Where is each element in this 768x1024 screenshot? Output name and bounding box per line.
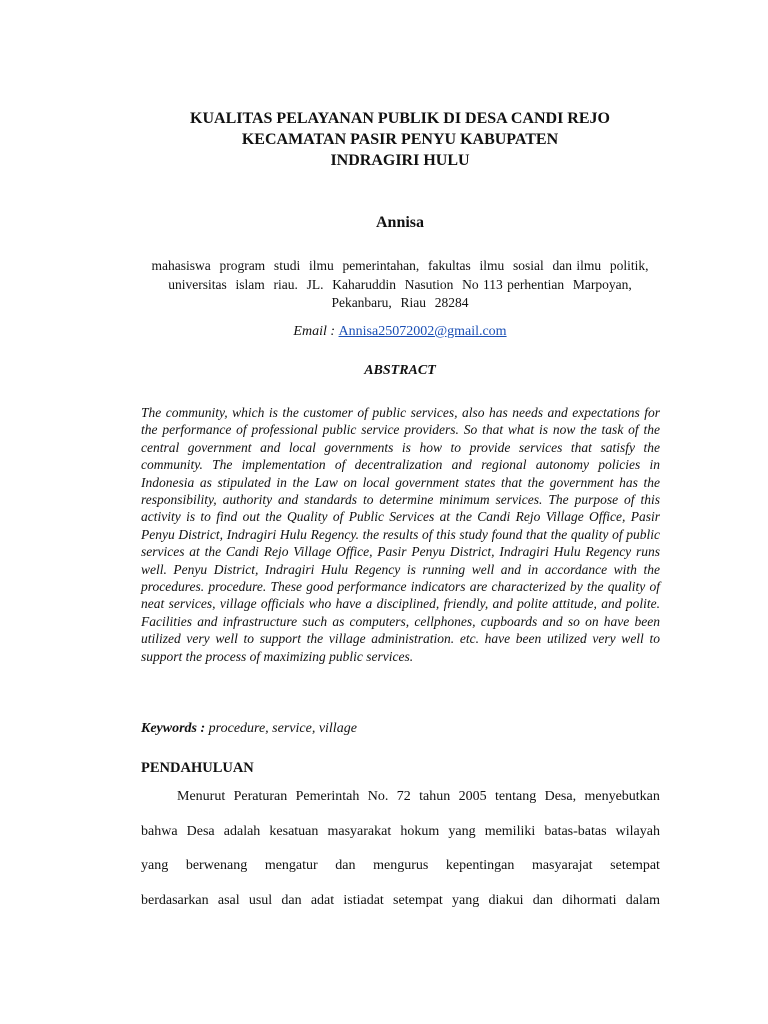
- body-word: wilayah: [615, 823, 660, 839]
- email-label: Email :: [293, 324, 339, 339]
- body-word: dan: [281, 892, 302, 908]
- body-word: yang: [448, 823, 476, 839]
- affiliation-line: mahasiswa program studi ilmu pemerintahan, fakultas ilmu sosial dan ilmu politik,: [151, 258, 649, 273]
- email-link[interactable]: Annisa25072002@gmail.com: [338, 324, 507, 339]
- body-word: Desa: [186, 823, 215, 839]
- body-word: memiliki: [484, 823, 536, 839]
- title-line: KUALITAS PELAYANAN PUBLIK DI DESA CANDI REJO: [190, 110, 610, 127]
- body-word: Peraturan: [233, 789, 288, 804]
- section-heading-pendahuluan: PENDAHULUAN: [141, 760, 254, 776]
- body-word: masyarakat: [327, 823, 392, 839]
- affiliation-line: Pekanbaru, Riau 28284: [331, 295, 469, 310]
- body-line-text: [141, 856, 660, 876]
- body-word: No.: [367, 789, 389, 804]
- body-word: Menurut: [177, 789, 226, 804]
- body-word: menyebutkan: [584, 789, 660, 804]
- body-line: [141, 787, 660, 822]
- abstract-heading: ABSTRACT: [364, 363, 436, 378]
- title-line: INDRAGIRI HULU: [330, 152, 470, 169]
- body-word: mengurus: [373, 858, 429, 874]
- abstract-text: The community, which is the customer of public services, also has needs and expectations for the performance of professional public service providers. So that what is now the task of the central government and local governments is how to provide services that satisfy the community. The implementation of decentralization and regional autonomy policies in Indonesia as stipulated in the Law on local government states that the government has the responsibility, authority and standards to determine minimum services. The purpose of this activity is to find out the Quality of Public Services at the Candi Rejo Village Office, Pasir Penyu District, Indragiri Hulu Regency. the results of this study found that the quality of public services at the Candi Rejo Village Office, Pasir Penyu District, Indragiri Hulu Regency runs well. Penyu District, Indragiri Hulu Regency is running well and in accordance with the procedures. procedure. These good performance indicators are characterized by the quality of neat services, village officials who have a disciplined, friendly, and polite attitude, and polite. Facilities and infrastructure such as computers, cellphones, cupboards and so on have been utilized very well to support the village administration. etc. have been utilized very well to support the process of maximizing public services.: [141, 405, 660, 664]
- body-word: kepentingan: [445, 858, 515, 874]
- body-word: 2005: [458, 789, 487, 804]
- body-word: setempat: [393, 892, 443, 908]
- body-word: dihormati: [562, 892, 617, 908]
- body-word: masyarajat: [531, 858, 593, 874]
- body-word: dan: [532, 892, 553, 908]
- body-word: berwenang: [185, 858, 248, 874]
- body-word: usul: [248, 892, 273, 908]
- body-line: [141, 856, 660, 891]
- author-affiliation: [140, 257, 660, 313]
- email-line: [100, 324, 700, 340]
- body-word: Desa,: [544, 789, 577, 804]
- keywords-label: Keywords :: [141, 721, 209, 736]
- body-line-text: [141, 891, 660, 911]
- body-word: diakui: [488, 892, 524, 908]
- keywords-values: procedure, service, village: [208, 721, 357, 736]
- body-word: hokum: [400, 823, 440, 839]
- body-word: dalam: [625, 892, 660, 908]
- paper-title: [100, 108, 700, 171]
- body-word: kesatuan: [269, 823, 319, 839]
- body-line: [141, 891, 660, 926]
- body-word: istiadat: [343, 892, 384, 908]
- body-word: berdasarkan: [141, 892, 209, 908]
- body-word: yang: [141, 858, 169, 874]
- affiliation-line: universitas islam riau. JL. Kaharuddin Nasution No 113 perhentian Marpoyan,: [168, 276, 632, 292]
- body-word: setempat: [610, 858, 660, 874]
- body-word: adat: [310, 892, 335, 908]
- body-word: dan: [335, 858, 356, 874]
- body-word: batas-batas: [544, 823, 607, 839]
- body-paragraph: [141, 787, 660, 925]
- body-word: tahun: [419, 789, 451, 804]
- body-word: asal: [217, 892, 240, 908]
- author-name: Annisa: [375, 214, 425, 231]
- body-line-text: [141, 822, 660, 842]
- body-word: 72: [396, 789, 411, 804]
- body-word: Pemerintah: [295, 789, 360, 804]
- body-word: adalah: [223, 823, 261, 839]
- body-word: yang: [452, 892, 480, 908]
- body-word: mengatur: [264, 858, 318, 874]
- title-line: KECAMATAN PASIR PENYU KABUPATEN: [241, 131, 559, 148]
- body-line: [141, 822, 660, 857]
- body-word: bahwa: [141, 823, 178, 839]
- keywords-line: [141, 721, 660, 737]
- body-line-text: [177, 787, 660, 807]
- body-word: tentang: [495, 789, 537, 804]
